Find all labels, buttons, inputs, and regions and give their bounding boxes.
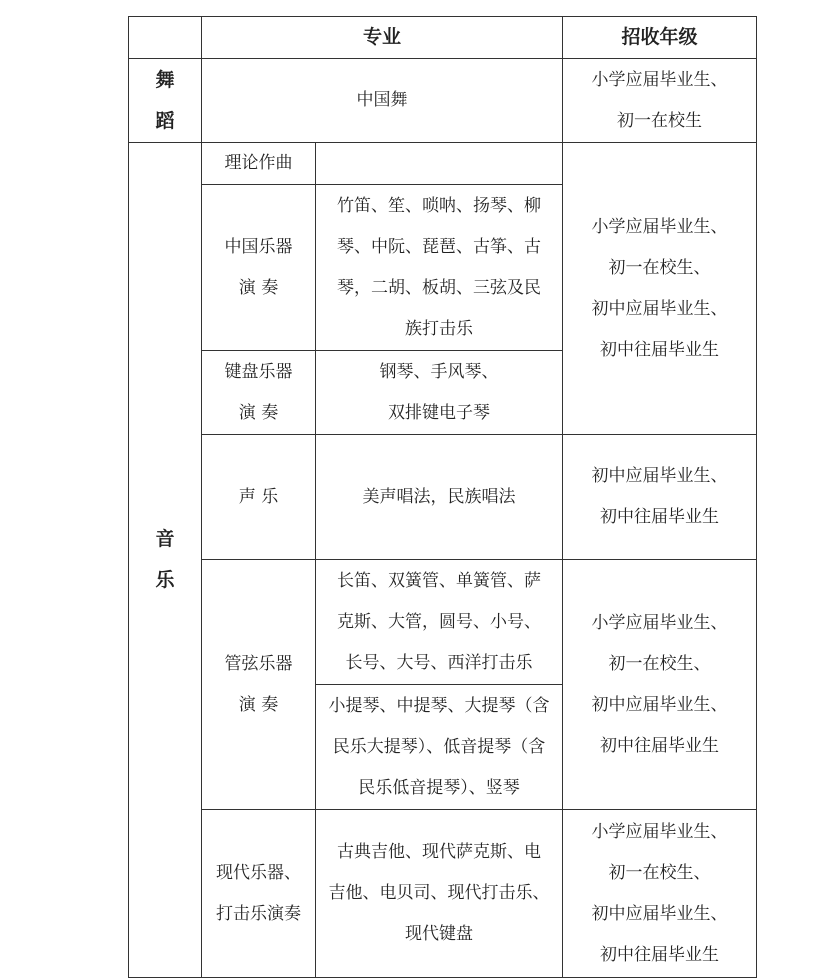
header-grade: 招收年级	[563, 17, 757, 59]
detail-line: 琴，二胡、板胡、三弦及民	[337, 277, 541, 298]
grade-line: 小学应届毕业生、	[591, 821, 728, 842]
detail-orchestra-winds	[316, 560, 563, 685]
detail-line: 族打击乐	[405, 318, 473, 339]
header-empty-cell	[129, 17, 202, 59]
grade-line: 初中应届毕业生、	[591, 903, 728, 924]
header-major: 专业	[202, 17, 563, 59]
major-line: 管弦乐器	[224, 653, 293, 674]
grade-line: 初中应届毕业生、	[591, 694, 728, 715]
grade-line: 初中应届毕业生、	[591, 466, 728, 486]
detail-chinese-instruments	[316, 185, 563, 351]
detail-theory-empty	[316, 143, 563, 185]
dance-category-char: 蹈	[155, 109, 175, 132]
dance-category	[129, 59, 202, 143]
music-row-modern	[129, 810, 757, 978]
detail-modern	[316, 810, 563, 978]
grade-line: 初中往届毕业生	[600, 735, 719, 756]
grade-line: 初一在校生、	[608, 257, 711, 278]
major-line: 现代乐器、	[216, 862, 301, 883]
music-category-char: 音	[155, 528, 175, 550]
major-line: 演 奏	[238, 694, 279, 715]
major-keyboard	[202, 351, 316, 435]
major-line: 打击乐演奏	[216, 903, 301, 924]
admission-table-wrapper	[128, 16, 757, 978]
grade-line: 初中应届毕业生、	[591, 298, 728, 319]
major-line: 中国乐器	[224, 236, 293, 257]
grade-line: 初一在校生、	[608, 862, 711, 883]
orchestra-grade	[563, 560, 757, 810]
dance-category-char: 舞	[155, 68, 175, 91]
header-row	[129, 17, 757, 59]
music-category	[129, 143, 202, 978]
music-row-theory	[129, 143, 757, 185]
major-line: 键盘乐器	[224, 361, 293, 382]
detail-line: 长笛、双簧管、单簧管、萨	[337, 570, 541, 591]
detail-line: 钢琴、手风琴、	[379, 361, 499, 382]
detail-line: 长号、大号、西洋打击乐	[345, 652, 533, 673]
detail-line: 民乐低音提琴）、竖琴	[358, 777, 520, 798]
dance-row	[129, 59, 757, 143]
vocal-grade	[563, 435, 757, 560]
grade-line: 初中往届毕业生	[600, 944, 719, 965]
detail-line: 现代键盘	[405, 924, 473, 944]
modern-grade	[563, 810, 757, 978]
grade-line: 初一在校生、	[608, 653, 711, 674]
detail-line: 吉他、电贝司、现代打击乐、	[328, 883, 550, 903]
music-row-orchestra-a	[129, 560, 757, 685]
music-row-vocal	[129, 435, 757, 560]
grade-line: 小学应届毕业生、	[591, 612, 728, 633]
detail-orchestra-strings	[316, 685, 563, 810]
detail-line: 克斯、大管，圆号、小号、	[337, 611, 541, 632]
major-line: 演 奏	[238, 402, 279, 423]
grade-line: 初一在校生	[617, 110, 702, 131]
music-grade-a	[563, 143, 757, 435]
major-chinese-instruments	[202, 185, 316, 351]
dance-grade	[563, 59, 757, 143]
detail-vocal: 美声唱法，民族唱法	[316, 435, 563, 560]
major-vocal: 声 乐	[202, 435, 316, 560]
detail-keyboard	[316, 351, 563, 435]
detail-line: 琴、中阮、琵琶、古筝、古	[337, 236, 541, 257]
detail-line: 民乐大提琴）、低音提琴（含	[332, 736, 546, 757]
major-modern	[202, 810, 316, 978]
grade-line: 初中往届毕业生	[600, 507, 719, 527]
detail-line: 古典吉他、现代萨克斯、电	[337, 842, 541, 862]
detail-line: 小提琴、中提琴、大提琴（含	[328, 695, 550, 716]
detail-line: 竹笛、笙、唢呐、扬琴、柳	[337, 195, 541, 216]
grade-line: 小学应届毕业生、	[591, 69, 728, 90]
detail-line: 双排键电子琴	[388, 402, 490, 423]
grade-line: 初中往届毕业生	[600, 339, 719, 360]
music-category-char: 乐	[155, 569, 175, 591]
grade-line: 小学应届毕业生、	[591, 216, 728, 237]
major-orchestra	[202, 560, 316, 810]
admission-table	[128, 16, 757, 978]
major-line: 演 奏	[238, 277, 279, 298]
major-theory: 理论作曲	[202, 143, 316, 185]
dance-major: 中国舞	[202, 59, 563, 143]
